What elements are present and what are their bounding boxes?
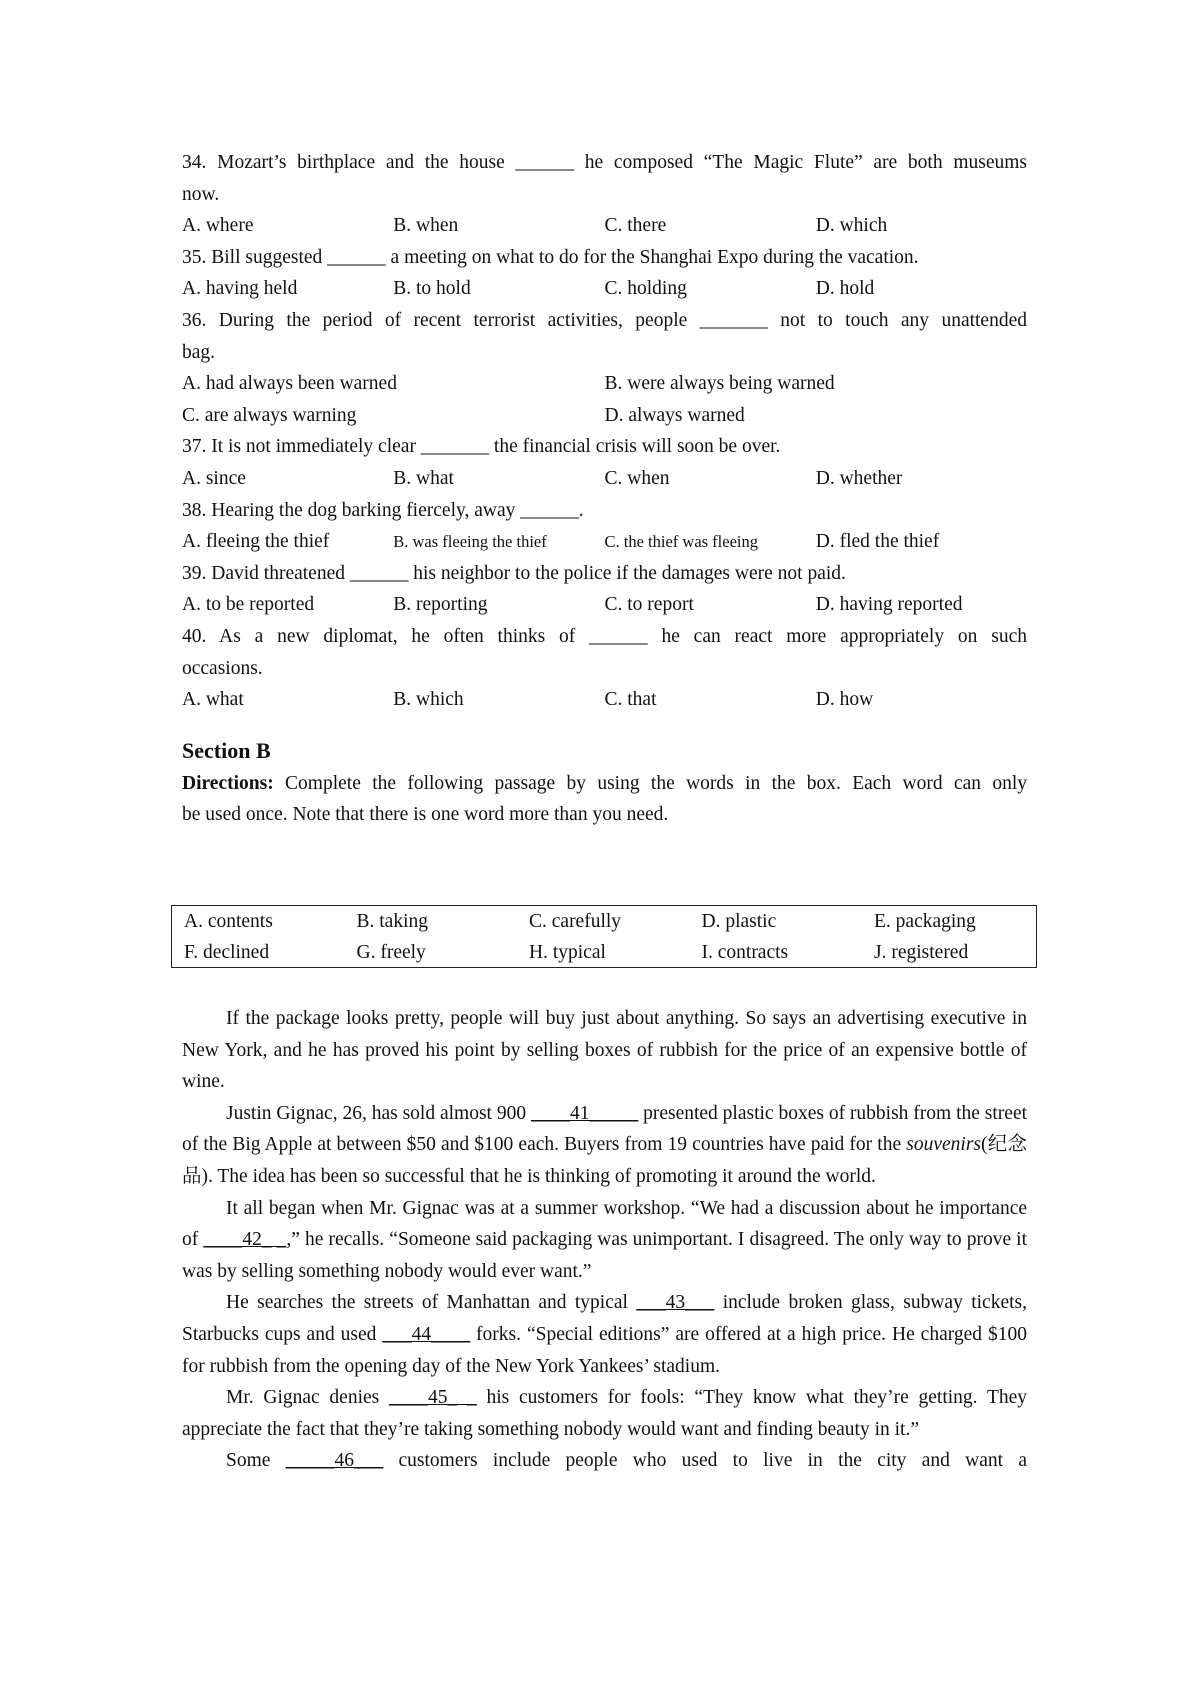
word-option: E. packaging bbox=[874, 911, 976, 932]
option-d: D. which bbox=[815, 215, 888, 237]
section-b-directions-cont: be used once. Note that there is one word more than you need. bbox=[182, 804, 669, 826]
question-34 bbox=[182, 147, 1027, 242]
option-c: C. holding bbox=[604, 278, 687, 300]
option-d: D. always warned bbox=[604, 404, 745, 426]
answer-options bbox=[182, 368, 1027, 400]
answer-options bbox=[182, 210, 1027, 242]
blank-46[interactable]: _____46___ bbox=[285, 1450, 384, 1472]
question-40 bbox=[182, 621, 1027, 716]
option-a: A. fleeing the thief bbox=[182, 531, 330, 553]
question-stem: now. bbox=[182, 183, 220, 205]
option-b: B. what bbox=[393, 467, 454, 489]
option-b: B. which bbox=[393, 689, 464, 711]
passage-text: customers include people who used to live in the city and want a bbox=[383, 1450, 1027, 1472]
answer-options bbox=[182, 684, 1027, 716]
option-b: B. were always being warned bbox=[604, 373, 835, 395]
option-c: C. are always warning bbox=[182, 404, 357, 426]
question-stem: bag. bbox=[182, 341, 216, 363]
word-option: B. taking bbox=[356, 911, 428, 932]
section-b-title: Section B bbox=[182, 737, 271, 763]
option-d: D. fled the thief bbox=[815, 531, 940, 553]
passage-text: include broken glass, subway tickets, Starbucks cups and used bbox=[182, 1292, 1027, 1345]
word-box-row bbox=[184, 906, 1047, 938]
word-option: G. freely bbox=[356, 942, 426, 963]
option-a: A. what bbox=[182, 689, 244, 711]
answer-options bbox=[182, 273, 1027, 305]
question-stem: 36. During the period of recent terrorist activities, people _______ not to touch any unattended bbox=[182, 309, 1027, 331]
question-stem: 35. Bill suggested ______ a meeting on what to do for the Shanghai Expo during the vacation. bbox=[182, 246, 919, 268]
option-d: D. how bbox=[815, 689, 874, 711]
option-c: C. when bbox=[604, 467, 670, 489]
word-box bbox=[171, 905, 1037, 968]
passage-paragraph bbox=[182, 1445, 1027, 1477]
passage-text: It all began when Mr. Gignac was at a summer workshop. “We had a discussion about he importance of bbox=[182, 1197, 1027, 1251]
blank-42[interactable]: ____42_ _ bbox=[203, 1229, 287, 1251]
passage-paragraph: If the package looks pretty, people will buy just about anything. So says an advertising executive in New York, and he has proved his point by selling boxes of rubbish for the price of an expensive bottle of wine. bbox=[182, 1008, 1027, 1093]
option-c: C. that bbox=[604, 689, 657, 711]
option-b: B. to hold bbox=[393, 278, 471, 300]
question-stem: 37. It is not immediately clear _______ the financial crisis will soon be over. bbox=[182, 436, 781, 458]
option-a: A. had always been warned bbox=[182, 373, 397, 395]
question-38 bbox=[182, 495, 1027, 558]
option-a: A. since bbox=[182, 467, 246, 489]
passage-text: Justin Gignac, 26, has sold almost 900 bbox=[226, 1102, 531, 1124]
word-option: F. declined bbox=[184, 942, 270, 963]
question-stem: 39. David threatened ______ his neighbor to the police if the damages were not paid. bbox=[182, 562, 846, 584]
question-37 bbox=[182, 431, 1027, 494]
option-a: A. where bbox=[182, 215, 254, 237]
questions-area bbox=[182, 147, 1027, 831]
word-option: J. registered bbox=[874, 942, 969, 963]
passage-text: He searches the streets of Manhattan and typical bbox=[226, 1292, 637, 1314]
question-36 bbox=[182, 305, 1027, 431]
section-b-directions bbox=[182, 768, 1027, 800]
directions-label: Directions: bbox=[182, 772, 274, 794]
blank-43[interactable]: ___43___ bbox=[636, 1292, 715, 1314]
passage-paragraph bbox=[182, 1382, 1027, 1445]
option-c: C. to report bbox=[604, 594, 694, 616]
passage-text: (纪念品). The idea has been so successful that he is thinking of promoting it around the world. bbox=[182, 1134, 1028, 1187]
answer-options bbox=[182, 589, 1027, 621]
passage-text: Mr. Gignac denies bbox=[226, 1387, 389, 1409]
option-b: B. reporting bbox=[393, 594, 488, 616]
question-stem: 38. Hearing the dog barking fiercely, away ______. bbox=[182, 499, 584, 521]
word-box-row bbox=[184, 937, 1047, 969]
passage-text-italic: souvenirs bbox=[906, 1134, 981, 1156]
word-option: C. carefully bbox=[529, 911, 622, 932]
passage-text: ,” he recalls. “Someone said packaging was unimportant. I disagreed. The only way to prove it was by selling something nobody would ever want.” bbox=[182, 1229, 1028, 1282]
blank-44[interactable]: ___44____ bbox=[382, 1323, 471, 1345]
word-option: A. contents bbox=[184, 911, 273, 932]
option-d: D. whether bbox=[815, 467, 903, 489]
option-d: D. having reported bbox=[815, 594, 963, 616]
passage-text: forks. “Special editions” are offered at a high price. He charged $100 for rubbish from the opening day of the New York Yankees’ stadium. bbox=[182, 1323, 1027, 1377]
blank-41[interactable]: ____41_____ bbox=[530, 1102, 639, 1124]
option-c: C. the thief was fleeing bbox=[604, 532, 758, 552]
blank-45[interactable]: ____45_ _ bbox=[388, 1387, 477, 1409]
question-39 bbox=[182, 558, 1027, 621]
answer-options bbox=[182, 526, 1027, 558]
answer-options bbox=[182, 400, 1027, 432]
option-a: A. having held bbox=[182, 278, 298, 300]
question-stem: 40. As a new diplomat, he often thinks of ______ he can react more appropriately on such bbox=[182, 625, 1027, 647]
passage bbox=[182, 1003, 1027, 1477]
word-option: H. typical bbox=[529, 942, 606, 963]
passage-paragraph bbox=[182, 1098, 1027, 1193]
question-35 bbox=[182, 242, 1027, 305]
directions-text: Complete the following passage by using the words in the box. Each word can only bbox=[273, 772, 1027, 794]
option-c: C. there bbox=[604, 215, 667, 237]
option-a: A. to be reported bbox=[182, 594, 315, 616]
word-option: D. plastic bbox=[701, 911, 777, 932]
passage-paragraph bbox=[182, 1193, 1027, 1288]
word-option: I. contracts bbox=[701, 942, 789, 963]
question-stem: occasions. bbox=[182, 657, 263, 679]
option-b: B. when bbox=[393, 215, 459, 237]
passage-paragraph bbox=[182, 1287, 1027, 1382]
option-b: B. was fleeing the thief bbox=[393, 532, 547, 552]
question-stem: 34. Mozart’s birthplace and the house ______ he composed “The Magic Flute” are both museums bbox=[182, 152, 1027, 173]
passage-text: his customers for fools: “They know what they’re getting. They appreciate the fact that they’re taking something nobody would want and finding beauty in it.” bbox=[182, 1387, 1028, 1440]
answer-options bbox=[182, 463, 1027, 495]
passage-text: Some bbox=[226, 1450, 286, 1472]
passage-text: presented plastic boxes of rubbish from the street of the Big Apple at between $50 and $100 each. Buyers from 19 countries have paid for the bbox=[182, 1102, 1028, 1156]
option-d: D. hold bbox=[815, 278, 875, 300]
